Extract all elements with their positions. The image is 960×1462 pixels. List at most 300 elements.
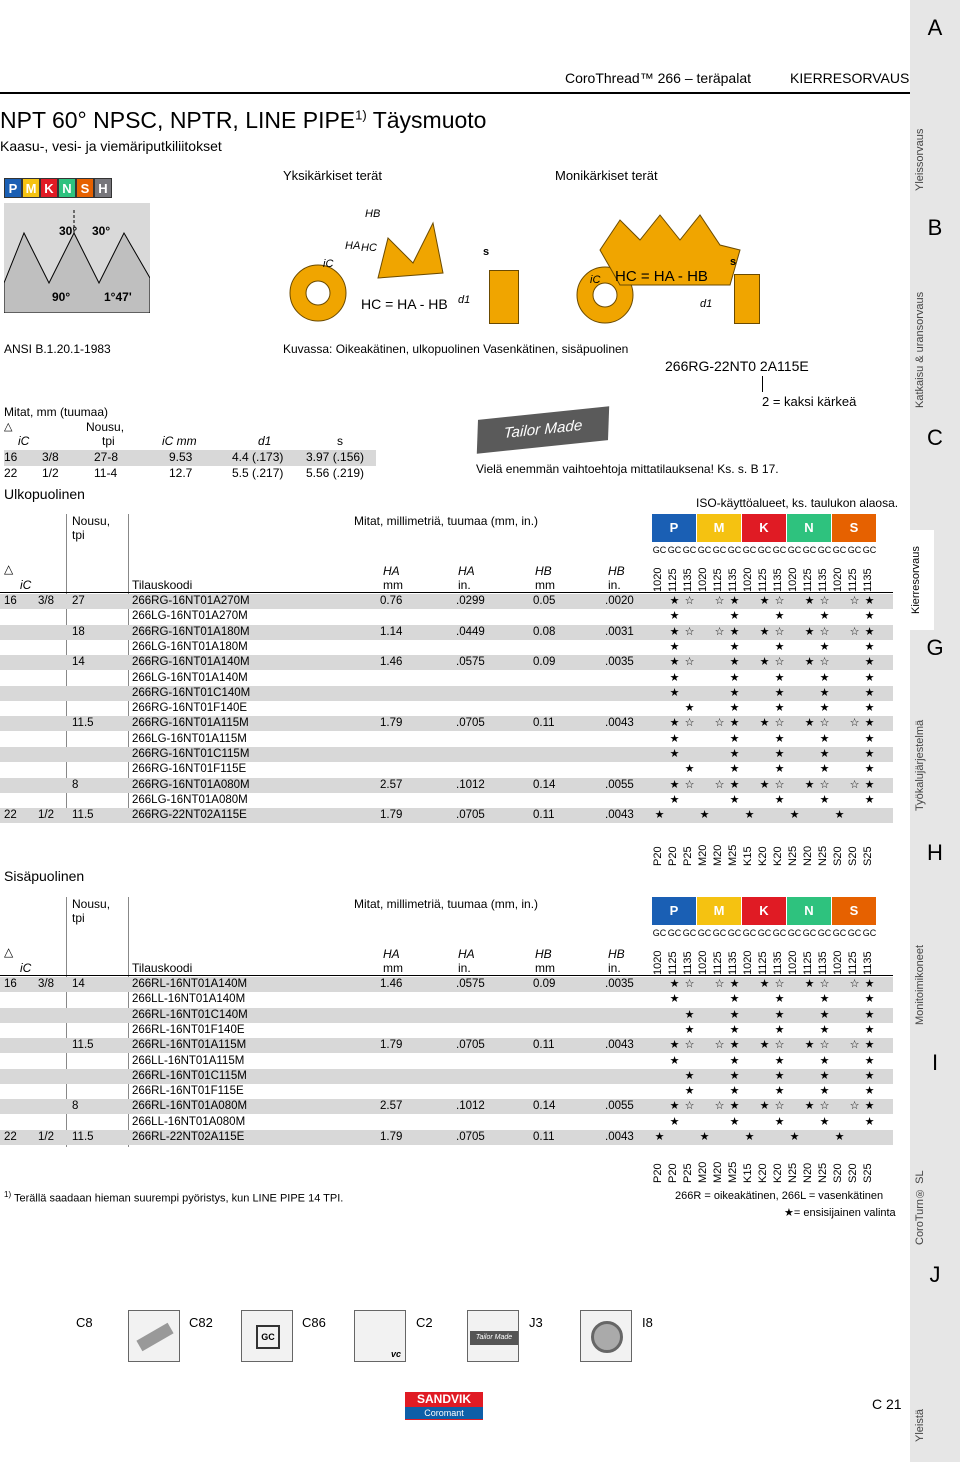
table-row <box>0 625 893 640</box>
cell-ha-mm: 2.57 <box>380 1100 403 1113</box>
cell-ha-mm: 1.79 <box>380 1039 403 1052</box>
star-icon: ★ <box>774 671 785 684</box>
cell-code: 266RG-16NT01C140M <box>132 686 251 699</box>
star-icon: ★ <box>729 1008 740 1021</box>
star-icon: ★ <box>669 686 680 699</box>
iso-s: S <box>76 178 94 198</box>
iso-group-s: S <box>832 897 876 925</box>
hand-legend: 266R = oikeakätinen, 266L = vasenkätinen <box>675 1190 884 1202</box>
star-icon: ★ <box>864 625 875 638</box>
star-outline-icon: ☆ <box>819 717 830 730</box>
external-table <box>0 514 910 864</box>
grade-gc-label: GC <box>697 545 712 555</box>
col-ha-in: HA <box>458 564 475 578</box>
star-icon: ★ <box>864 656 875 669</box>
star-outline-icon: ☆ <box>774 625 785 638</box>
grade-header <box>0 897 910 977</box>
sidebar-letter-g[interactable]: G <box>926 635 944 660</box>
code-pointer <box>762 376 763 392</box>
angle-30-left: 30° <box>59 224 78 238</box>
star-icon: ★ <box>774 1023 785 1036</box>
star-icon: ★ <box>669 793 680 806</box>
star-outline-icon: ☆ <box>774 595 785 607</box>
star-outline-icon: ☆ <box>849 1100 860 1113</box>
star-icon: ★ <box>864 1023 875 1036</box>
grade-code: 1125 <box>757 568 769 592</box>
table-row <box>0 609 893 624</box>
cell-code: 266LL-16NT01A115M <box>132 1054 245 1067</box>
col-nousu: Nousu, <box>72 514 111 528</box>
star-icon: ★ <box>864 732 875 745</box>
table-row <box>0 977 893 992</box>
star-icon: ★ <box>819 1085 830 1098</box>
dims-row: 22 1/2 11-4 12.7 5.5 (.217) 5.56 (.219) <box>4 466 365 480</box>
iso-application-code: S20 <box>832 1163 844 1183</box>
star-icon: ★ <box>699 1131 710 1143</box>
code-example: 266RG-22NT0 2A115E <box>665 358 809 374</box>
star-icon: ★ <box>729 748 740 760</box>
star-icon: ★ <box>819 610 830 623</box>
star-icon: ★ <box>804 625 815 638</box>
ref-c86[interactable]: C86 <box>302 1315 326 1330</box>
iso-application-code: M20 <box>697 1161 709 1183</box>
angle-147: 1°47' <box>104 290 132 304</box>
grade-code: 1125 <box>757 951 769 975</box>
cell-hb-mm: 0.14 <box>533 1100 556 1113</box>
grade-gc-label: GC <box>757 545 772 555</box>
star-icon: ★ <box>819 702 830 715</box>
iso-p: P <box>4 178 22 198</box>
star-icon: ★ <box>819 671 830 684</box>
col-code: Tilauskoodi <box>132 578 193 592</box>
iso-application-code: M25 <box>727 1161 739 1183</box>
iso-application-code: K20 <box>772 846 784 866</box>
star-icon: ★ <box>684 763 695 776</box>
star-icon: ★ <box>729 778 740 791</box>
ref-j3[interactable]: J3 <box>529 1315 543 1330</box>
ref-c8[interactable]: C8 <box>76 1315 93 1330</box>
cell-tpi: 11.5 <box>72 1039 94 1052</box>
sidebar-coroturn[interactable]: CoroTurn® SL <box>914 1170 926 1245</box>
grade-code: 1125 <box>712 951 724 975</box>
gc-grade-icon: GC <box>241 1310 293 1362</box>
star-icon: ★ <box>864 640 875 653</box>
grade-code: 1135 <box>772 568 784 592</box>
cell-hb-mm: 0.09 <box>533 656 556 669</box>
star-outline-icon: ☆ <box>684 717 695 730</box>
triangle-icon: △ <box>4 421 13 433</box>
sidebar-letter-a[interactable]: A <box>927 15 943 40</box>
star-outline-icon: ☆ <box>819 1100 830 1113</box>
star-icon: ★ <box>864 1115 875 1128</box>
cell-code: 266RG-16NT01A115M <box>132 717 249 730</box>
star-outline-icon: ☆ <box>684 656 695 669</box>
star-icon: ★ <box>864 686 875 699</box>
grade-header <box>0 514 910 594</box>
col-hb-in: HB <box>608 564 625 578</box>
grade-code: 1125 <box>802 951 814 975</box>
star-icon: ★ <box>774 610 785 623</box>
cell-code: 266RL-16NT01A115M <box>132 1039 247 1052</box>
tailor-made-icon: Tailor Made <box>467 1310 519 1362</box>
section-name: KIERRESORVAUS <box>790 70 910 86</box>
star-outline-icon: ☆ <box>849 778 860 791</box>
star-icon: ★ <box>729 1023 740 1036</box>
cell-inch: 3/8 <box>38 978 54 990</box>
table-row <box>0 1038 893 1053</box>
cell-inch: 1/2 <box>38 809 54 822</box>
star-icon: ★ <box>864 595 875 607</box>
col-code: Tilauskoodi <box>132 961 193 975</box>
table-row <box>0 686 893 701</box>
star-icon: ★ <box>729 625 740 638</box>
grade-gc-label: GC <box>772 545 787 555</box>
iso-application-code: K15 <box>742 1163 754 1183</box>
star-icon: ★ <box>759 978 770 990</box>
sidebar-katkaisu[interactable]: Katkaisu & uransorvaus <box>914 291 926 409</box>
cell-code: 266RG-22NT02A115E <box>132 809 247 822</box>
insert-side-view <box>471 212 527 324</box>
dims-h-tpi: tpi <box>102 434 115 448</box>
s-label: s <box>483 246 490 258</box>
iso-application-code: N25 <box>817 1162 829 1183</box>
col-hb-in-unit: in. <box>608 578 621 592</box>
star-icon: ★ <box>819 732 830 745</box>
multi-point-label: Monikärkiset terät <box>555 168 658 183</box>
star-icon: ★ <box>669 656 680 669</box>
grade-code: 1135 <box>727 951 739 975</box>
star-icon: ★ <box>729 686 740 699</box>
star-icon: ★ <box>669 717 680 730</box>
star-icon: ★ <box>774 1115 785 1128</box>
dims-h-icmm: iC mm <box>162 434 197 448</box>
star-legend: ★= ensisijainen valinta <box>784 1207 896 1219</box>
star-outline-icon: ☆ <box>774 778 785 791</box>
star-icon: ★ <box>819 993 830 1006</box>
hc-label: HC <box>361 242 377 254</box>
section-sidebar <box>910 0 960 1462</box>
grade-gc-label: GC <box>742 545 757 555</box>
star-icon: ★ <box>804 978 815 990</box>
cell-code: 266RL-22NT02A115E <box>132 1131 245 1143</box>
star-outline-icon: ☆ <box>774 978 785 990</box>
star-icon: ★ <box>864 778 875 791</box>
col-hb: HB <box>535 947 552 961</box>
table-row <box>0 808 893 823</box>
internal-heading: Sisäpuolinen <box>4 868 85 884</box>
cell-code: 266RG-16NT01C115M <box>132 748 250 760</box>
grade-gc-label: GC <box>757 928 772 938</box>
iso-group-n: N <box>787 897 831 925</box>
grade-gc-label: GC <box>832 545 847 555</box>
cell-code: 266LL-16NT01A140M <box>132 993 246 1006</box>
iso-group-p: P <box>652 897 696 925</box>
page-title: NPT 60° NPSC, NPTR, LINE PIPE$^{1)}$ Täysmuoto <box>0 107 487 133</box>
star-icon: ★ <box>804 778 815 791</box>
sidebar-yleista[interactable]: Yleistä <box>914 1408 926 1442</box>
star-icon: ★ <box>789 809 800 822</box>
col-hb-in: HB <box>608 947 625 961</box>
ref-c82[interactable]: C82 <box>189 1315 213 1330</box>
cell-ha-mm: 1.79 <box>380 1131 403 1143</box>
iso-application-code: N20 <box>802 845 814 866</box>
col-hb: HB <box>535 564 552 578</box>
star-icon: ★ <box>864 1008 875 1021</box>
star-icon: ★ <box>864 1085 875 1098</box>
ha-label: HA <box>345 240 361 252</box>
grade-gc-label: GC <box>817 545 832 555</box>
ic-label: iC <box>323 258 334 270</box>
table-row <box>0 655 893 670</box>
star-icon: ★ <box>774 793 785 806</box>
col-ha-unit: mm <box>383 578 403 592</box>
star-outline-icon: ☆ <box>714 1100 725 1113</box>
col-tpi: tpi <box>72 911 85 925</box>
star-icon: ★ <box>669 993 680 1006</box>
star-icon: ★ <box>684 702 695 715</box>
star-icon: ★ <box>864 1100 875 1113</box>
star-outline-icon: ☆ <box>714 978 725 990</box>
sidebar-kierresorvaus[interactable]: Kierresorvaus <box>910 530 934 630</box>
cell-hb-mm: 0.09 <box>533 978 556 990</box>
grade-code: 1135 <box>727 568 739 592</box>
grade-code: 1020 <box>742 950 754 975</box>
star-icon: ★ <box>729 1069 740 1082</box>
dims-heading: Mitat, mm (tuumaa) <box>4 405 109 419</box>
grade-gc-label: GC <box>682 928 697 938</box>
star-icon: ★ <box>684 1069 695 1082</box>
dims-h-ic: iC <box>18 434 30 448</box>
star-icon: ★ <box>819 763 830 776</box>
grade-code: 1020 <box>652 950 664 975</box>
sidebar-letter-c[interactable]: C <box>927 425 943 450</box>
col-mitat: Mitat, millimetriä, tuumaa (mm, in.) <box>354 897 539 911</box>
star-icon: ★ <box>729 702 740 715</box>
col-ha-in-unit: in. <box>458 578 471 592</box>
col-hb-unit: mm <box>535 578 555 592</box>
cell-code: 266LG-16NT01A080M <box>132 793 248 806</box>
cell-code: 266RG-16NT01F140E <box>132 702 248 715</box>
page-number: C 21 <box>872 1396 902 1412</box>
star-outline-icon: ☆ <box>714 595 725 607</box>
cell-ha-mm: 1.79 <box>380 717 403 730</box>
cell-tpi: 11.5 <box>72 1131 94 1143</box>
cell-hb-in: .0055 <box>605 778 634 791</box>
table-row <box>0 701 893 716</box>
grade-code: 1125 <box>847 951 859 975</box>
hc-formula-multi: HC = HA - HB <box>615 268 708 285</box>
grade-code: 1020 <box>652 567 664 592</box>
ref-i8[interactable]: I8 <box>642 1315 653 1330</box>
figure-caption: Kuvassa: Oikeakätinen, ulkopuolinen Vasenkätinen, sisäpuolinen <box>283 342 629 356</box>
star-icon: ★ <box>669 748 680 760</box>
cell-code: 266LG-16NT01A140M <box>132 671 248 684</box>
grade-gc-label: GC <box>847 928 862 938</box>
iso-k: K <box>40 178 58 198</box>
cell-ha-in: .0575 <box>456 978 485 990</box>
cell-code: 266RG-16NT01A140M <box>132 656 250 669</box>
grade-gc-label: GC <box>742 928 757 938</box>
cell-ic: 22 <box>4 1131 17 1143</box>
star-icon: ★ <box>729 1054 740 1067</box>
star-icon: ★ <box>864 717 875 730</box>
sidebar-tyokalujarjestelma[interactable]: Työkalujärjestelmä <box>914 719 926 811</box>
star-icon: ★ <box>804 656 815 669</box>
ref-c2[interactable]: C2 <box>416 1315 433 1330</box>
iso-group-strip <box>4 178 112 198</box>
grade-code: 1135 <box>682 951 694 975</box>
star-icon: ★ <box>864 748 875 760</box>
single-point-label: Yksikärkiset terät <box>283 168 382 183</box>
table-row <box>0 671 893 686</box>
star-icon: ★ <box>669 625 680 638</box>
star-icon: ★ <box>744 809 755 822</box>
star-icon: ★ <box>819 748 830 760</box>
cell-ic: 16 <box>4 595 17 607</box>
cell-code: 266LL-16NT01A080M <box>132 1115 246 1128</box>
cell-hb-mm: 0.11 <box>533 1039 555 1052</box>
sidebar-letter-i[interactable]: I <box>931 1050 939 1075</box>
grade-code: 1125 <box>847 568 859 592</box>
iso-application-code: N20 <box>802 1162 814 1183</box>
table-row <box>0 1130 893 1145</box>
grade-gc-label: GC <box>727 928 742 938</box>
iso-bottom-row <box>0 1145 910 1185</box>
table-row <box>0 732 893 747</box>
grade-gc-label: GC <box>712 545 727 555</box>
d1-label-multi: d1 <box>700 298 713 310</box>
grade-gc-label: GC <box>817 928 832 938</box>
triangle-icon: △ <box>4 562 14 576</box>
triangle-icon: △ <box>4 945 14 959</box>
star-icon: ★ <box>729 595 740 607</box>
star-icon: ★ <box>729 671 740 684</box>
iso-application-code: K15 <box>742 846 754 866</box>
cell-code: 266RG-16NT01A270M <box>132 595 250 607</box>
star-outline-icon: ☆ <box>684 595 695 607</box>
iso-application-code: S20 <box>847 1163 859 1183</box>
star-icon: ★ <box>804 717 815 730</box>
col-ha: HA <box>383 947 400 961</box>
cell-tpi: 11.5 <box>72 809 94 822</box>
sidebar-monitoimikoneet[interactable]: Monitoimikoneet <box>914 944 926 1026</box>
star-icon: ★ <box>729 610 740 623</box>
cell-code: 266RL-16NT01C115M <box>132 1069 247 1082</box>
sidebar-yleissorvaus[interactable]: Yleissorvaus <box>914 128 926 192</box>
grade-gc-label: GC <box>862 928 877 938</box>
star-icon: ★ <box>759 656 770 669</box>
cell-ha-mm: 0.76 <box>380 595 403 607</box>
star-icon: ★ <box>729 732 740 745</box>
cell-hb-in: .0055 <box>605 1100 634 1113</box>
cell-inch: 1/2 <box>38 1131 54 1143</box>
grade-code: 1135 <box>862 568 874 592</box>
star-icon: ★ <box>759 595 770 607</box>
grade-gc-label: GC <box>727 545 742 555</box>
cell-code: 266RL-16NT01A140M <box>132 978 248 990</box>
star-icon: ★ <box>789 1131 800 1143</box>
sidebar-letter-b[interactable]: B <box>927 215 943 240</box>
star-outline-icon: ☆ <box>774 717 785 730</box>
grade-code: 1135 <box>682 568 694 592</box>
star-outline-icon: ☆ <box>819 656 830 669</box>
iso-application-code: M25 <box>727 844 739 866</box>
star-icon: ★ <box>804 595 815 607</box>
star-icon: ★ <box>729 1085 740 1098</box>
star-icon: ★ <box>819 686 830 699</box>
angle-30-right: 30° <box>92 224 111 238</box>
star-icon: ★ <box>684 1023 695 1036</box>
grade-gc-label: GC <box>787 545 802 555</box>
d1-label: d1 <box>458 294 471 306</box>
cell-inch: 3/8 <box>38 595 54 607</box>
threading-tool-icon <box>128 1310 180 1362</box>
table-row <box>0 716 893 731</box>
cell-ha-in: .0575 <box>456 656 485 669</box>
sidebar-letter-j[interactable]: J <box>929 1262 941 1287</box>
cell-hb-in: .0035 <box>605 978 634 990</box>
cell-hb-in: .0020 <box>605 595 634 607</box>
star-outline-icon: ☆ <box>774 656 785 669</box>
single-point-insert-diagram <box>283 203 483 338</box>
star-icon: ★ <box>864 993 875 1006</box>
angle-90: 90° <box>52 290 71 304</box>
multi-insert-side-view <box>722 252 772 332</box>
table-row <box>0 778 893 793</box>
grade-code: 1020 <box>697 567 709 592</box>
grade-gc-label: GC <box>802 545 817 555</box>
s-label-multi: s <box>730 256 737 268</box>
star-outline-icon: ☆ <box>849 625 860 638</box>
internal-table <box>0 897 910 1187</box>
star-icon: ★ <box>669 732 680 745</box>
footnote: $^{1)}$ Terällä saadaan hieman suurempi pyöristys, kun LINE PIPE 14 TPI. <box>4 1190 344 1205</box>
grade-code: 1020 <box>832 950 844 975</box>
grade-gc-label: GC <box>712 928 727 938</box>
star-icon: ★ <box>729 640 740 653</box>
star-icon: ★ <box>774 1069 785 1082</box>
iso-group-k: K <box>742 897 786 925</box>
star-icon: ★ <box>774 748 785 760</box>
iso-group-p: P <box>652 514 696 542</box>
star-icon: ★ <box>729 717 740 730</box>
star-outline-icon: ☆ <box>819 625 830 638</box>
cell-tpi: 14 <box>72 978 85 990</box>
iso-m: M <box>22 178 40 198</box>
star-outline-icon: ☆ <box>819 978 830 990</box>
star-icon: ★ <box>864 1039 875 1052</box>
star-icon: ★ <box>834 1131 845 1143</box>
cell-code: 266RL-16NT01C140M <box>132 1008 248 1021</box>
iso-application-code: K20 <box>772 1163 784 1183</box>
table-row <box>0 1023 893 1038</box>
star-icon: ★ <box>654 809 665 822</box>
sidebar-letter-h[interactable]: H <box>927 840 943 865</box>
star-icon: ★ <box>819 1054 830 1067</box>
star-outline-icon: ☆ <box>774 1100 785 1113</box>
star-outline-icon: ☆ <box>714 717 725 730</box>
ansi-standard: ANSI B.1.20.1-1983 <box>4 342 111 356</box>
star-outline-icon: ☆ <box>684 778 695 791</box>
star-outline-icon: ☆ <box>819 1039 830 1052</box>
cell-hb-in: .0043 <box>605 1131 634 1143</box>
iso-h: H <box>94 178 112 198</box>
cell-ha-mm: 1.79 <box>380 809 403 822</box>
col-ha-in-unit: in. <box>458 961 471 975</box>
iso-group-m: M <box>697 514 741 542</box>
col-tpi: tpi <box>72 528 85 542</box>
iso-application-code: P25 <box>682 846 694 866</box>
